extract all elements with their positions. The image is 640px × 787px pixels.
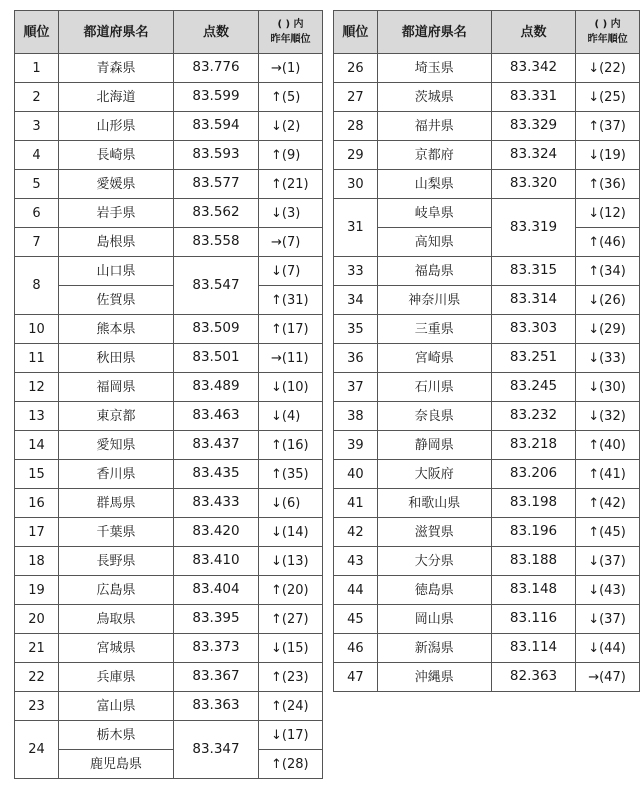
table-row [15,431,323,460]
previous-rank-cell: ↓(4) [259,402,323,431]
previous-rank-cell: ↓(30) [576,373,640,402]
previous-rank-cell: ↑(37) [576,112,640,141]
prefecture-cell: 埼玉県 [377,54,491,83]
score-cell: 83.489 [174,373,259,402]
table-row [334,170,640,199]
prefecture-cell: 石川県 [377,373,491,402]
prefecture-cell: 大分県 [377,547,491,576]
table-row [15,721,323,750]
table-row [15,576,323,605]
prefecture-cell: 奈良県 [377,402,491,431]
previous-rank-cell: ↓(32) [576,402,640,431]
prefecture-cell: 静岡県 [377,431,491,460]
rank-cell: 36 [334,344,378,373]
rank-cell: 21 [15,634,59,663]
table-row [334,489,640,518]
rank-cell: 1 [15,54,59,83]
header-prefecture: 都道府県名 [377,11,491,54]
score-cell: 83.367 [174,663,259,692]
previous-rank-cell: ↑(9) [259,141,323,170]
header-previous-rank-line2: 昨年順位 [270,34,311,45]
rank-cell: 29 [334,141,378,170]
rank-cell: 31 [334,199,378,257]
table-row [334,605,640,634]
score-cell: 83.196 [491,518,575,547]
rank-cell: 15 [15,460,59,489]
prefecture-cell: 香川県 [59,460,174,489]
prefecture-cell: 栃木県 [59,721,174,750]
previous-rank-cell: ↑(24) [259,692,323,721]
prefecture-cell: 神奈川県 [377,286,491,315]
prefecture-cell: 北海道 [59,83,174,112]
table-body [15,54,323,779]
prefecture-cell: 熊本県 [59,315,174,344]
score-cell: 83.593 [174,141,259,170]
prefecture-cell: 岐阜県 [377,199,491,228]
rank-cell: 11 [15,344,59,373]
rank-cell: 8 [15,257,59,315]
prefecture-cell: 兵庫県 [59,663,174,692]
prefecture-cell: 富山県 [59,692,174,721]
prefecture-cell: 和歌山県 [377,489,491,518]
rank-cell: 42 [334,518,378,547]
rank-cell: 4 [15,141,59,170]
prefecture-cell: 愛媛県 [59,170,174,199]
rank-cell: 35 [334,315,378,344]
table-header [15,11,323,54]
score-cell: 83.437 [174,431,259,460]
table-row [15,286,323,315]
header-previous-rank [259,11,323,54]
score-cell: 83.347 [174,721,259,779]
previous-rank-cell: ↓(19) [576,141,640,170]
table-row [334,83,640,112]
previous-rank-cell: ↑(41) [576,460,640,489]
previous-rank-cell: ↑(28) [259,750,323,779]
table-row [334,663,640,692]
score-cell: 83.404 [174,576,259,605]
table-row [15,663,323,692]
rank-cell: 28 [334,112,378,141]
rank-cell: 43 [334,547,378,576]
rank-cell: 6 [15,199,59,228]
rank-cell: 27 [334,83,378,112]
prefecture-cell: 山梨県 [377,170,491,199]
table-row [334,547,640,576]
table-row [334,286,640,315]
prefecture-cell: 鹿児島県 [59,750,174,779]
header-rank: 順位 [15,11,59,54]
table-row [334,141,640,170]
table-row [334,112,640,141]
previous-rank-cell: ↑(16) [259,431,323,460]
rank-cell: 10 [15,315,59,344]
rank-cell: 37 [334,373,378,402]
previous-rank-cell: ↓(15) [259,634,323,663]
ranking-table-left [14,10,323,779]
prefecture-cell: 高知県 [377,228,491,257]
prefecture-cell: 岡山県 [377,605,491,634]
rank-cell: 23 [15,692,59,721]
prefecture-cell: 福井県 [377,112,491,141]
rank-cell: 30 [334,170,378,199]
rank-cell: 18 [15,547,59,576]
prefecture-cell: 山口県 [59,257,174,286]
table-row [334,257,640,286]
rank-cell: 17 [15,518,59,547]
previous-rank-cell: →(11) [259,344,323,373]
prefecture-cell: 宮崎県 [377,344,491,373]
previous-rank-cell: ↓(25) [576,83,640,112]
score-cell: 83.776 [174,54,259,83]
rank-cell: 46 [334,634,378,663]
score-cell: 83.463 [174,402,259,431]
score-cell: 83.116 [491,605,575,634]
table-row [15,170,323,199]
prefecture-cell: 千葉県 [59,518,174,547]
previous-rank-cell: ↑(34) [576,257,640,286]
previous-rank-cell: ↓(33) [576,344,640,373]
table-header [334,11,640,54]
rank-cell: 34 [334,286,378,315]
table-row [15,257,323,286]
previous-rank-cell: ↑(31) [259,286,323,315]
table-row [15,605,323,634]
prefecture-cell: 広島県 [59,576,174,605]
ranking-table-right [333,10,640,692]
previous-rank-cell: ↑(21) [259,170,323,199]
previous-rank-cell: ↓(2) [259,112,323,141]
score-cell: 83.577 [174,170,259,199]
previous-rank-cell: ↓(7) [259,257,323,286]
score-cell: 83.232 [491,402,575,431]
rank-cell: 47 [334,663,378,692]
table-row [334,228,640,257]
rank-cell: 22 [15,663,59,692]
previous-rank-cell: ↑(35) [259,460,323,489]
previous-rank-cell: ↓(43) [576,576,640,605]
prefecture-cell: 群馬県 [59,489,174,518]
previous-rank-cell: ↓(29) [576,315,640,344]
prefecture-cell: 東京都 [59,402,174,431]
previous-rank-cell: ↑(5) [259,83,323,112]
score-cell: 83.324 [491,141,575,170]
score-cell: 83.410 [174,547,259,576]
prefecture-cell: 大阪府 [377,460,491,489]
header-rank: 順位 [334,11,378,54]
prefecture-cell: 福島県 [377,257,491,286]
score-cell: 83.594 [174,112,259,141]
table-row [15,199,323,228]
header-previous-rank-line2: 昨年順位 [587,34,628,45]
rank-cell: 20 [15,605,59,634]
table-row [15,692,323,721]
rank-cell: 39 [334,431,378,460]
score-cell: 83.303 [491,315,575,344]
score-cell: 83.547 [174,257,259,315]
score-cell: 82.363 [491,663,575,692]
previous-rank-cell: ↓(37) [576,547,640,576]
header-row [334,11,640,54]
previous-rank-cell: ↑(36) [576,170,640,199]
score-cell: 83.501 [174,344,259,373]
score-cell: 83.329 [491,112,575,141]
prefecture-cell: 岩手県 [59,199,174,228]
table-row [15,344,323,373]
header-score: 点数 [491,11,575,54]
prefecture-cell: 秋田県 [59,344,174,373]
table-row [334,54,640,83]
score-cell: 83.251 [491,344,575,373]
prefecture-cell: 青森県 [59,54,174,83]
score-cell: 83.433 [174,489,259,518]
score-cell: 83.331 [491,83,575,112]
prefecture-cell: 福岡県 [59,373,174,402]
header-previous-rank-line1: ( ) 内 [594,19,621,30]
table-row [334,431,640,460]
rank-cell: 3 [15,112,59,141]
table-row [15,547,323,576]
score-cell: 83.319 [491,199,575,257]
score-cell: 83.206 [491,460,575,489]
prefecture-cell: 宮城県 [59,634,174,663]
prefecture-cell: 鳥取県 [59,605,174,634]
previous-rank-cell: →(1) [259,54,323,83]
previous-rank-cell: ↑(40) [576,431,640,460]
prefecture-cell: 愛知県 [59,431,174,460]
score-cell: 83.198 [491,489,575,518]
table-body [334,54,640,692]
score-cell: 83.218 [491,431,575,460]
score-cell: 83.188 [491,547,575,576]
score-cell: 83.114 [491,634,575,663]
table-row [15,634,323,663]
score-cell: 83.420 [174,518,259,547]
previous-rank-cell: ↑(42) [576,489,640,518]
score-cell: 83.314 [491,286,575,315]
previous-rank-cell: ↑(23) [259,663,323,692]
table-row [15,460,323,489]
table-row [15,228,323,257]
previous-rank-cell: ↑(46) [576,228,640,257]
rank-cell: 19 [15,576,59,605]
score-cell: 83.315 [491,257,575,286]
table-row [15,489,323,518]
prefecture-cell: 島根県 [59,228,174,257]
prefecture-cell: 徳島県 [377,576,491,605]
previous-rank-cell: ↓(17) [259,721,323,750]
score-cell: 83.562 [174,199,259,228]
previous-rank-cell: ↓(37) [576,605,640,634]
rank-cell: 45 [334,605,378,634]
rank-cell: 26 [334,54,378,83]
table-row [334,344,640,373]
table-row [334,576,640,605]
prefecture-cell: 長野県 [59,547,174,576]
header-prefecture: 都道府県名 [59,11,174,54]
table-row [15,83,323,112]
rank-cell: 40 [334,460,378,489]
table-row [334,460,640,489]
table-row [15,750,323,779]
previous-rank-cell: ↑(45) [576,518,640,547]
table-row [15,141,323,170]
score-cell: 83.599 [174,83,259,112]
prefecture-cell: 京都府 [377,141,491,170]
table-row [334,199,640,228]
rank-cell: 12 [15,373,59,402]
rank-cell: 24 [15,721,59,779]
score-cell: 83.509 [174,315,259,344]
previous-rank-cell: ↓(3) [259,199,323,228]
score-cell: 83.558 [174,228,259,257]
score-cell: 83.373 [174,634,259,663]
previous-rank-cell: →(47) [576,663,640,692]
score-cell: 83.363 [174,692,259,721]
prefecture-cell: 山形県 [59,112,174,141]
table-row [15,373,323,402]
header-row [15,11,323,54]
header-previous-rank [576,11,640,54]
rank-cell: 41 [334,489,378,518]
table-row [15,518,323,547]
table-row [334,315,640,344]
table-row [334,518,640,547]
score-cell: 83.435 [174,460,259,489]
previous-rank-cell: ↓(10) [259,373,323,402]
previous-rank-cell: ↓(26) [576,286,640,315]
previous-rank-cell: ↓(6) [259,489,323,518]
header-score: 点数 [174,11,259,54]
table-row [15,112,323,141]
prefecture-cell: 滋賀県 [377,518,491,547]
prefecture-cell: 三重県 [377,315,491,344]
table-row [15,54,323,83]
previous-rank-cell: ↓(12) [576,199,640,228]
prefecture-cell: 沖縄県 [377,663,491,692]
rank-cell: 5 [15,170,59,199]
rank-cell: 33 [334,257,378,286]
previous-rank-cell: →(7) [259,228,323,257]
score-cell: 83.320 [491,170,575,199]
prefecture-cell: 佐賀県 [59,286,174,315]
previous-rank-cell: ↑(17) [259,315,323,344]
table-row [334,402,640,431]
rank-cell: 38 [334,402,378,431]
table-row [15,315,323,344]
rank-cell: 14 [15,431,59,460]
rank-cell: 2 [15,83,59,112]
rank-cell: 13 [15,402,59,431]
previous-rank-cell: ↑(27) [259,605,323,634]
score-cell: 83.148 [491,576,575,605]
score-cell: 83.342 [491,54,575,83]
score-cell: 83.395 [174,605,259,634]
rank-cell: 16 [15,489,59,518]
rank-cell: 44 [334,576,378,605]
previous-rank-cell: ↑(20) [259,576,323,605]
prefecture-cell: 茨城県 [377,83,491,112]
previous-rank-cell: ↓(14) [259,518,323,547]
score-cell: 83.245 [491,373,575,402]
table-row [334,373,640,402]
header-previous-rank-line1: ( ) 内 [277,19,304,30]
prefecture-cell: 新潟県 [377,634,491,663]
previous-rank-cell: ↓(44) [576,634,640,663]
previous-rank-cell: ↓(22) [576,54,640,83]
previous-rank-cell: ↓(13) [259,547,323,576]
prefecture-cell: 長崎県 [59,141,174,170]
table-row [15,402,323,431]
rank-cell: 7 [15,228,59,257]
table-row [334,634,640,663]
